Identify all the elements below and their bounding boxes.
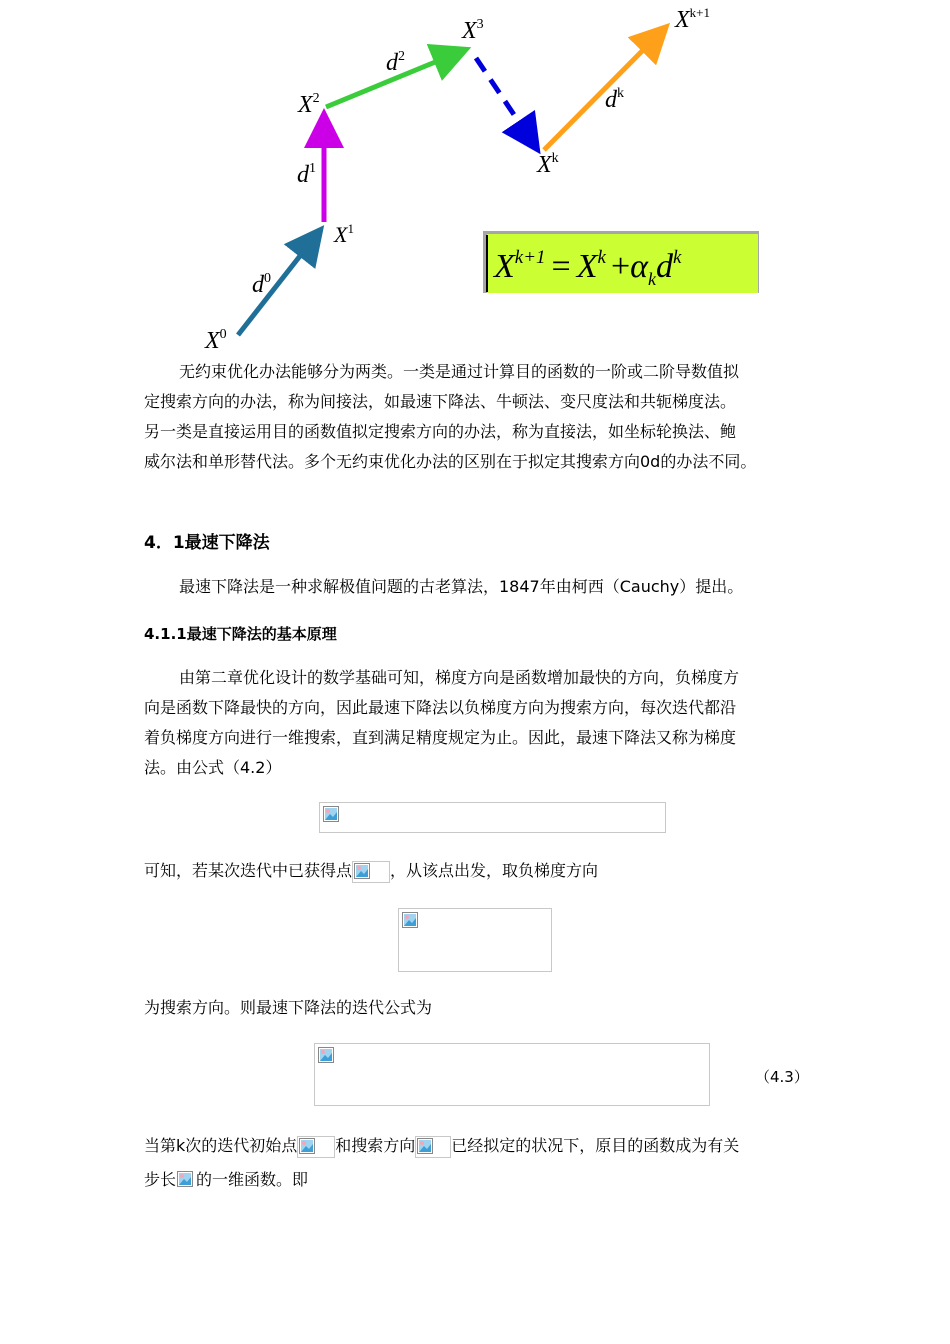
- section-intro: 最速下降法是一种求解极值问题的古老算法，1847年由柯西（Cauchy）提出。: [179, 577, 744, 596]
- conditions-text-2: 和搜索方向: [335, 1136, 416, 1155]
- subsection-heading: 4.1.1最速下降法的基本原理: [144, 625, 337, 643]
- arrow-d0: [238, 233, 318, 335]
- broken-image-icon: [323, 806, 339, 822]
- equation-image-placeholder: [319, 802, 666, 833]
- principle-line-1: 由第二章优化设计的数学基础可知，梯度方向是函数增加最快的方向，负梯度方: [179, 668, 740, 687]
- label-d1: $d^1$: [297, 161, 316, 188]
- search-path-diagram: [0, 0, 950, 360]
- intro-line-3: 另一类是直接运用目的函数值拟定搜索方向的办法，称为直接法，如坐标轮换法、鲍: [144, 422, 737, 441]
- step-text-2: 的一维函数。即: [196, 1170, 309, 1189]
- arrow-dk: [544, 30, 663, 150]
- label-x2: $X^2$: [298, 91, 320, 118]
- label-x1: $X^1$: [334, 221, 354, 247]
- section-heading: 4．1最速下降法: [144, 533, 270, 553]
- svg-text:Xk+1=Xk+αkdk: $X^{k+1} = X^k +\alpha_kd^k$: [494, 247, 682, 289]
- broken-image-icon: [177, 1171, 193, 1187]
- broken-image-icon: [417, 1138, 433, 1154]
- label-x3: $X^3$: [462, 17, 484, 44]
- intro-paragraph: [144, 357, 814, 477]
- known-point-line: [144, 860, 598, 883]
- principle-line-4: 法。由公式（4.2）: [144, 758, 282, 777]
- conditions-line: [144, 1135, 739, 1158]
- dashed-arrow: [476, 58, 535, 146]
- label-xk1: $X^{k+1}$: [675, 5, 711, 33]
- conditions-text-3: 已经拟定的状况下，原目的函数成为有关: [451, 1136, 740, 1155]
- broken-image-icon: [354, 863, 370, 879]
- intro-line-4: 威尔法和单形替代法。多个无约束优化办法的区别在于拟定其搜索方向0d的办法不同。: [144, 452, 757, 471]
- label-dk: $d^k$: [605, 86, 624, 113]
- iteration-formula-placeholder: [314, 1043, 710, 1106]
- principle-line-2: 向是函数下降最快的方向，因此最速下降法以负梯度方向为搜索方向，每次迭代都沿: [144, 698, 737, 717]
- conditions-text-1: 当第k次的迭代初始点: [144, 1136, 298, 1155]
- broken-image-icon: [402, 912, 418, 928]
- direction-text: ，从该点出发，取负梯度方向: [390, 861, 599, 880]
- step-text-1: 步长: [144, 1170, 177, 1189]
- inline-image-placeholder: [415, 1136, 451, 1158]
- equation-number: （4.3）: [755, 1068, 809, 1086]
- known-point-text: 可知，若某次迭代中已获得点: [144, 861, 353, 880]
- intro-line-1: 无约束优化办法能够分为两类。一类是通过计算目的函数的一阶或二阶导数值拟: [179, 362, 740, 381]
- label-d2: $d^2$: [386, 49, 405, 76]
- principle-line-3: 着负梯度方向进行一维搜索，直到满足精度规定为止。因此，最速下降法又称为梯度: [144, 728, 737, 747]
- broken-image-icon: [318, 1047, 334, 1063]
- intro-line-2: 定搜索方向的办法，称为间接法，如最速下降法、牛顿法、变尺度法和共轭梯度法。: [144, 392, 737, 411]
- label-xk: $X^k$: [537, 151, 559, 178]
- inline-image-placeholder: [352, 861, 390, 883]
- step-line: [144, 1169, 308, 1192]
- search-direction-line: 为搜索方向。则最速下降法的迭代公式为: [144, 998, 433, 1017]
- label-x0: $X^0$: [205, 327, 227, 354]
- broken-image-icon: [299, 1138, 315, 1154]
- label-d0: $d^0$: [252, 271, 271, 298]
- principle-paragraph: [144, 663, 814, 783]
- inline-image-placeholder: [297, 1136, 335, 1158]
- inline-image-placeholder: [176, 1170, 196, 1192]
- gradient-image-placeholder: [398, 908, 552, 972]
- iteration-formula-box: [483, 231, 759, 293]
